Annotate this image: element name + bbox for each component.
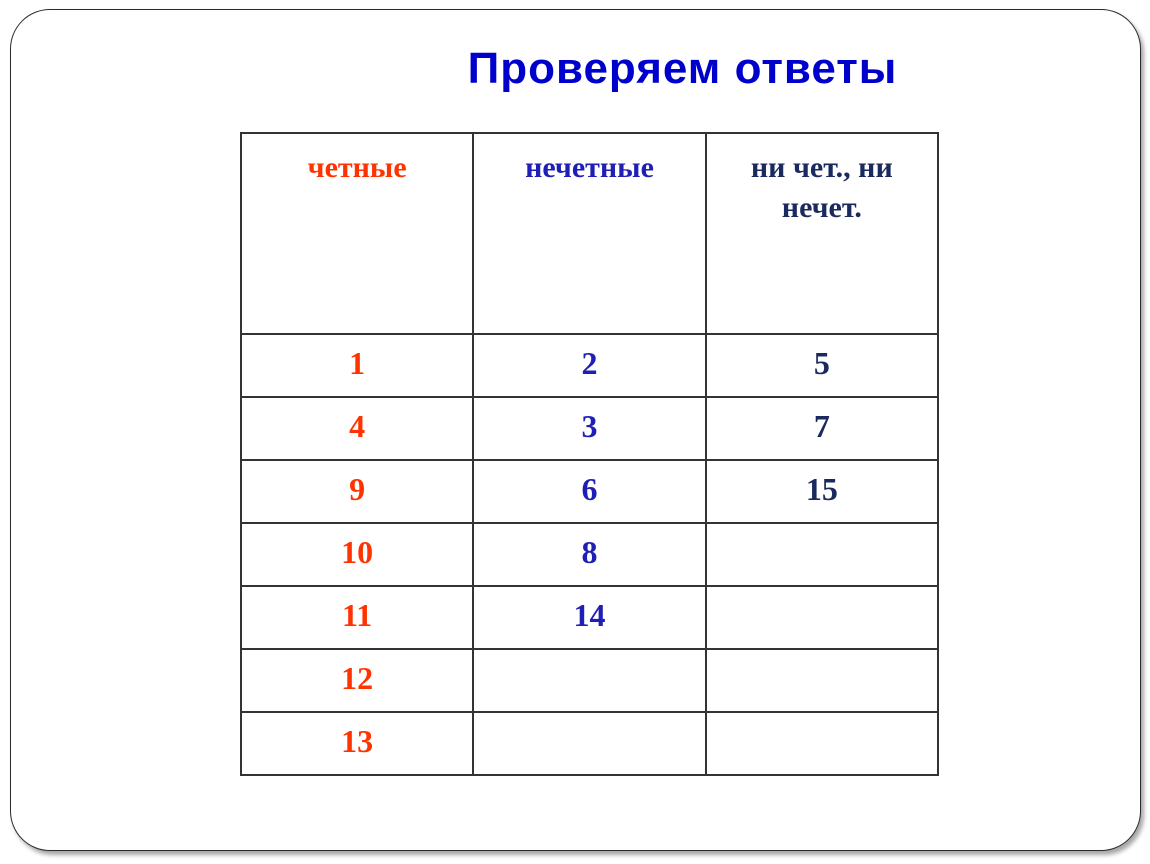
cell-neither bbox=[706, 523, 938, 586]
cell-neither bbox=[706, 649, 938, 712]
table-row bbox=[241, 397, 938, 460]
answers-table bbox=[240, 132, 939, 776]
cell-neither: 7 bbox=[706, 397, 938, 460]
cell-even: 10 bbox=[241, 523, 473, 586]
table-header-row bbox=[241, 133, 938, 334]
cell-odd: 8 bbox=[473, 523, 705, 586]
table-row bbox=[241, 460, 938, 523]
cell-even: 9 bbox=[241, 460, 473, 523]
cell-even: 1 bbox=[241, 334, 473, 397]
table-row bbox=[241, 649, 938, 712]
cell-even: 12 bbox=[241, 649, 473, 712]
cell-odd: 14 bbox=[473, 586, 705, 649]
cell-neither bbox=[706, 712, 938, 775]
cell-neither: 5 bbox=[706, 334, 938, 397]
table-row bbox=[241, 712, 938, 775]
table-row bbox=[241, 523, 938, 586]
cell-odd: 2 bbox=[473, 334, 705, 397]
header-neither bbox=[706, 133, 938, 334]
cell-even: 11 bbox=[241, 586, 473, 649]
header-neither-line2: нечет. bbox=[781, 191, 862, 224]
cell-odd bbox=[473, 712, 705, 775]
cell-neither: 15 bbox=[706, 460, 938, 523]
table-row bbox=[241, 334, 938, 397]
header-neither-line1: ни чет., ни bbox=[750, 151, 893, 184]
header-odd: нечетные bbox=[473, 133, 705, 334]
cell-even: 13 bbox=[241, 712, 473, 775]
cell-odd: 6 bbox=[473, 460, 705, 523]
cell-odd bbox=[473, 649, 705, 712]
cell-even: 4 bbox=[241, 397, 473, 460]
cell-odd: 3 bbox=[473, 397, 705, 460]
slide-title: Проверяем ответы bbox=[467, 44, 898, 93]
cell-neither bbox=[706, 586, 938, 649]
table-row bbox=[241, 586, 938, 649]
header-even: четные bbox=[241, 133, 473, 334]
